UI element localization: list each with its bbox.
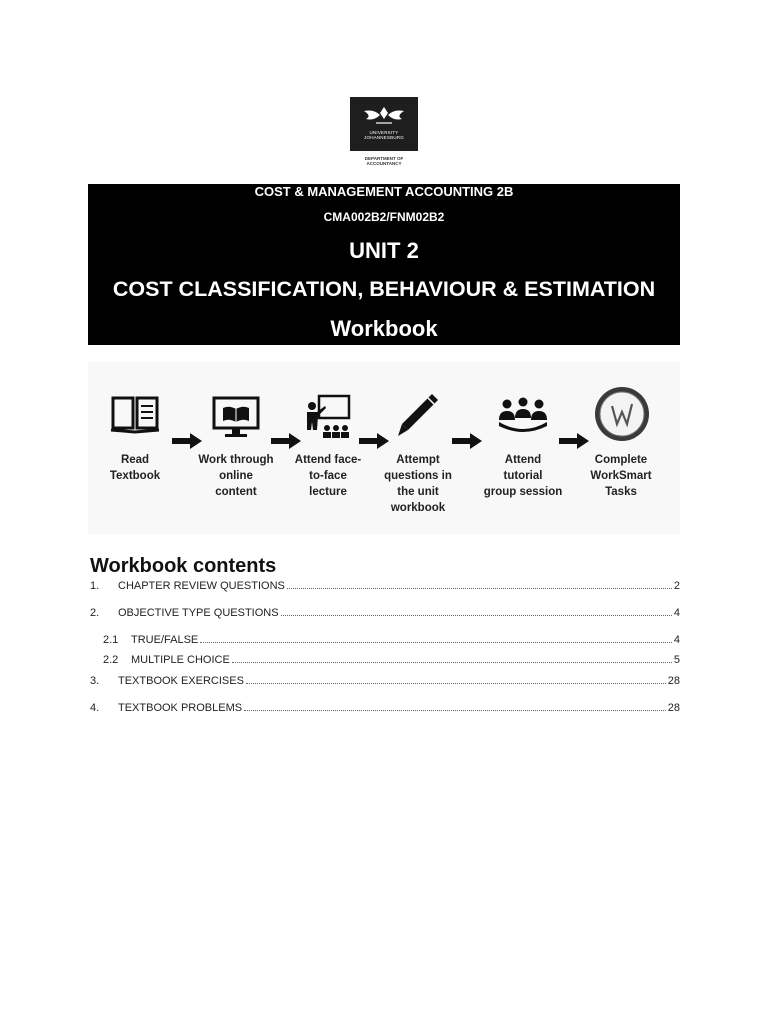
toc-page: 5 [673, 654, 680, 666]
contents-heading: Workbook contents [90, 555, 277, 577]
arrow-right-icon [452, 433, 482, 449]
toc-item[interactable] [90, 700, 680, 716]
step-label-line: Attempt [396, 454, 440, 466]
department-line2: ACCOUNTANCY [366, 161, 402, 166]
step-lecture [282, 452, 374, 500]
toc-number: 2.1 [103, 634, 119, 646]
worksmart-logo-icon [592, 386, 652, 442]
toc-number: 2.2 [103, 654, 119, 666]
toc-item[interactable] [90, 673, 680, 689]
arrow-right-icon [359, 433, 389, 449]
toc-page: 4 [673, 607, 680, 619]
toc-item[interactable] [103, 652, 680, 668]
step-label-line: the unit [397, 486, 439, 498]
step-label-line: Tasks [605, 486, 637, 498]
step-label-line: Attend face- [294, 454, 362, 466]
arrow-right-icon [559, 433, 589, 449]
step-label-line: to-face [309, 470, 347, 482]
course-code: CMA002B2/FNM02B2 [323, 210, 445, 224]
toc-leader [244, 700, 666, 711]
toc-page: 2 [673, 580, 680, 592]
toc-leader [246, 673, 666, 684]
step-label-line: tutorial [503, 470, 543, 482]
learning-process-diagram [88, 362, 680, 534]
step-label-line: Complete [594, 454, 648, 466]
toc-number: 1. [90, 580, 100, 592]
toc-leader [232, 652, 672, 663]
step-tutorial [472, 452, 574, 500]
step-label-line: content [215, 486, 257, 498]
arrow-right-icon [271, 433, 301, 449]
pen-icon [392, 390, 442, 440]
toc-title: TRUE/FALSE [131, 634, 199, 646]
arrow-right-icon [172, 433, 202, 449]
toc-number: 3. [90, 675, 100, 687]
toc-item[interactable] [90, 578, 680, 594]
step-label-line: Textbook [109, 470, 161, 482]
toc-page: 4 [673, 634, 680, 646]
toc-leader [281, 605, 672, 616]
unit-label: UNIT 2 [349, 238, 419, 263]
toc-item[interactable] [90, 605, 680, 621]
step-read-textbook [90, 452, 180, 484]
toc-number: 4. [90, 702, 100, 714]
title-banner [88, 184, 680, 345]
step-label-line: Read [120, 454, 150, 466]
step-label-line: Attend [504, 454, 542, 466]
step-label-line: lecture [309, 486, 347, 498]
book-icon [110, 396, 160, 436]
toc-title: TEXTBOOK EXERCISES [118, 675, 244, 687]
lecturer-board-icon [303, 394, 353, 440]
department-line1: DEPARTMENT OF [364, 156, 404, 161]
computer-book-icon [211, 396, 261, 438]
toc-number: 2. [90, 607, 100, 619]
university-logo [350, 97, 418, 151]
step-label-line: questions in [384, 470, 452, 482]
university-name-line1: UNIVERSITY [369, 130, 399, 135]
toc-item[interactable] [103, 632, 680, 648]
step-label-line: workbook [390, 502, 446, 514]
step-label-line: group session [483, 486, 563, 498]
step-online-content [188, 452, 284, 500]
toc-leader [200, 632, 672, 643]
step-label-line: Work through [198, 454, 274, 466]
toc-title: MULTIPLE CHOICE [131, 654, 230, 666]
toc-page: 28 [667, 702, 680, 714]
step-workbook [372, 452, 464, 516]
toc-title: OBJECTIVE TYPE QUESTIONS [118, 607, 279, 619]
group-icon [497, 396, 549, 436]
workbook-label: Workbook [330, 316, 438, 341]
university-crest-icon [360, 105, 408, 127]
step-label-line: WorkSmart [590, 470, 652, 482]
university-name-line2: JOHANNESBURG [364, 135, 404, 140]
toc-leader [287, 578, 672, 589]
step-label-line: online [219, 470, 253, 482]
step-worksmart [578, 452, 664, 500]
toc-page: 28 [667, 675, 680, 687]
unit-title: COST CLASSIFICATION, BEHAVIOUR & ESTIMATION [112, 277, 656, 301]
course-name: COST & MANAGEMENT ACCOUNTING 2B [254, 184, 514, 199]
toc-title: TEXTBOOK PROBLEMS [118, 702, 243, 714]
toc-title: CHAPTER REVIEW QUESTIONS [118, 580, 285, 592]
